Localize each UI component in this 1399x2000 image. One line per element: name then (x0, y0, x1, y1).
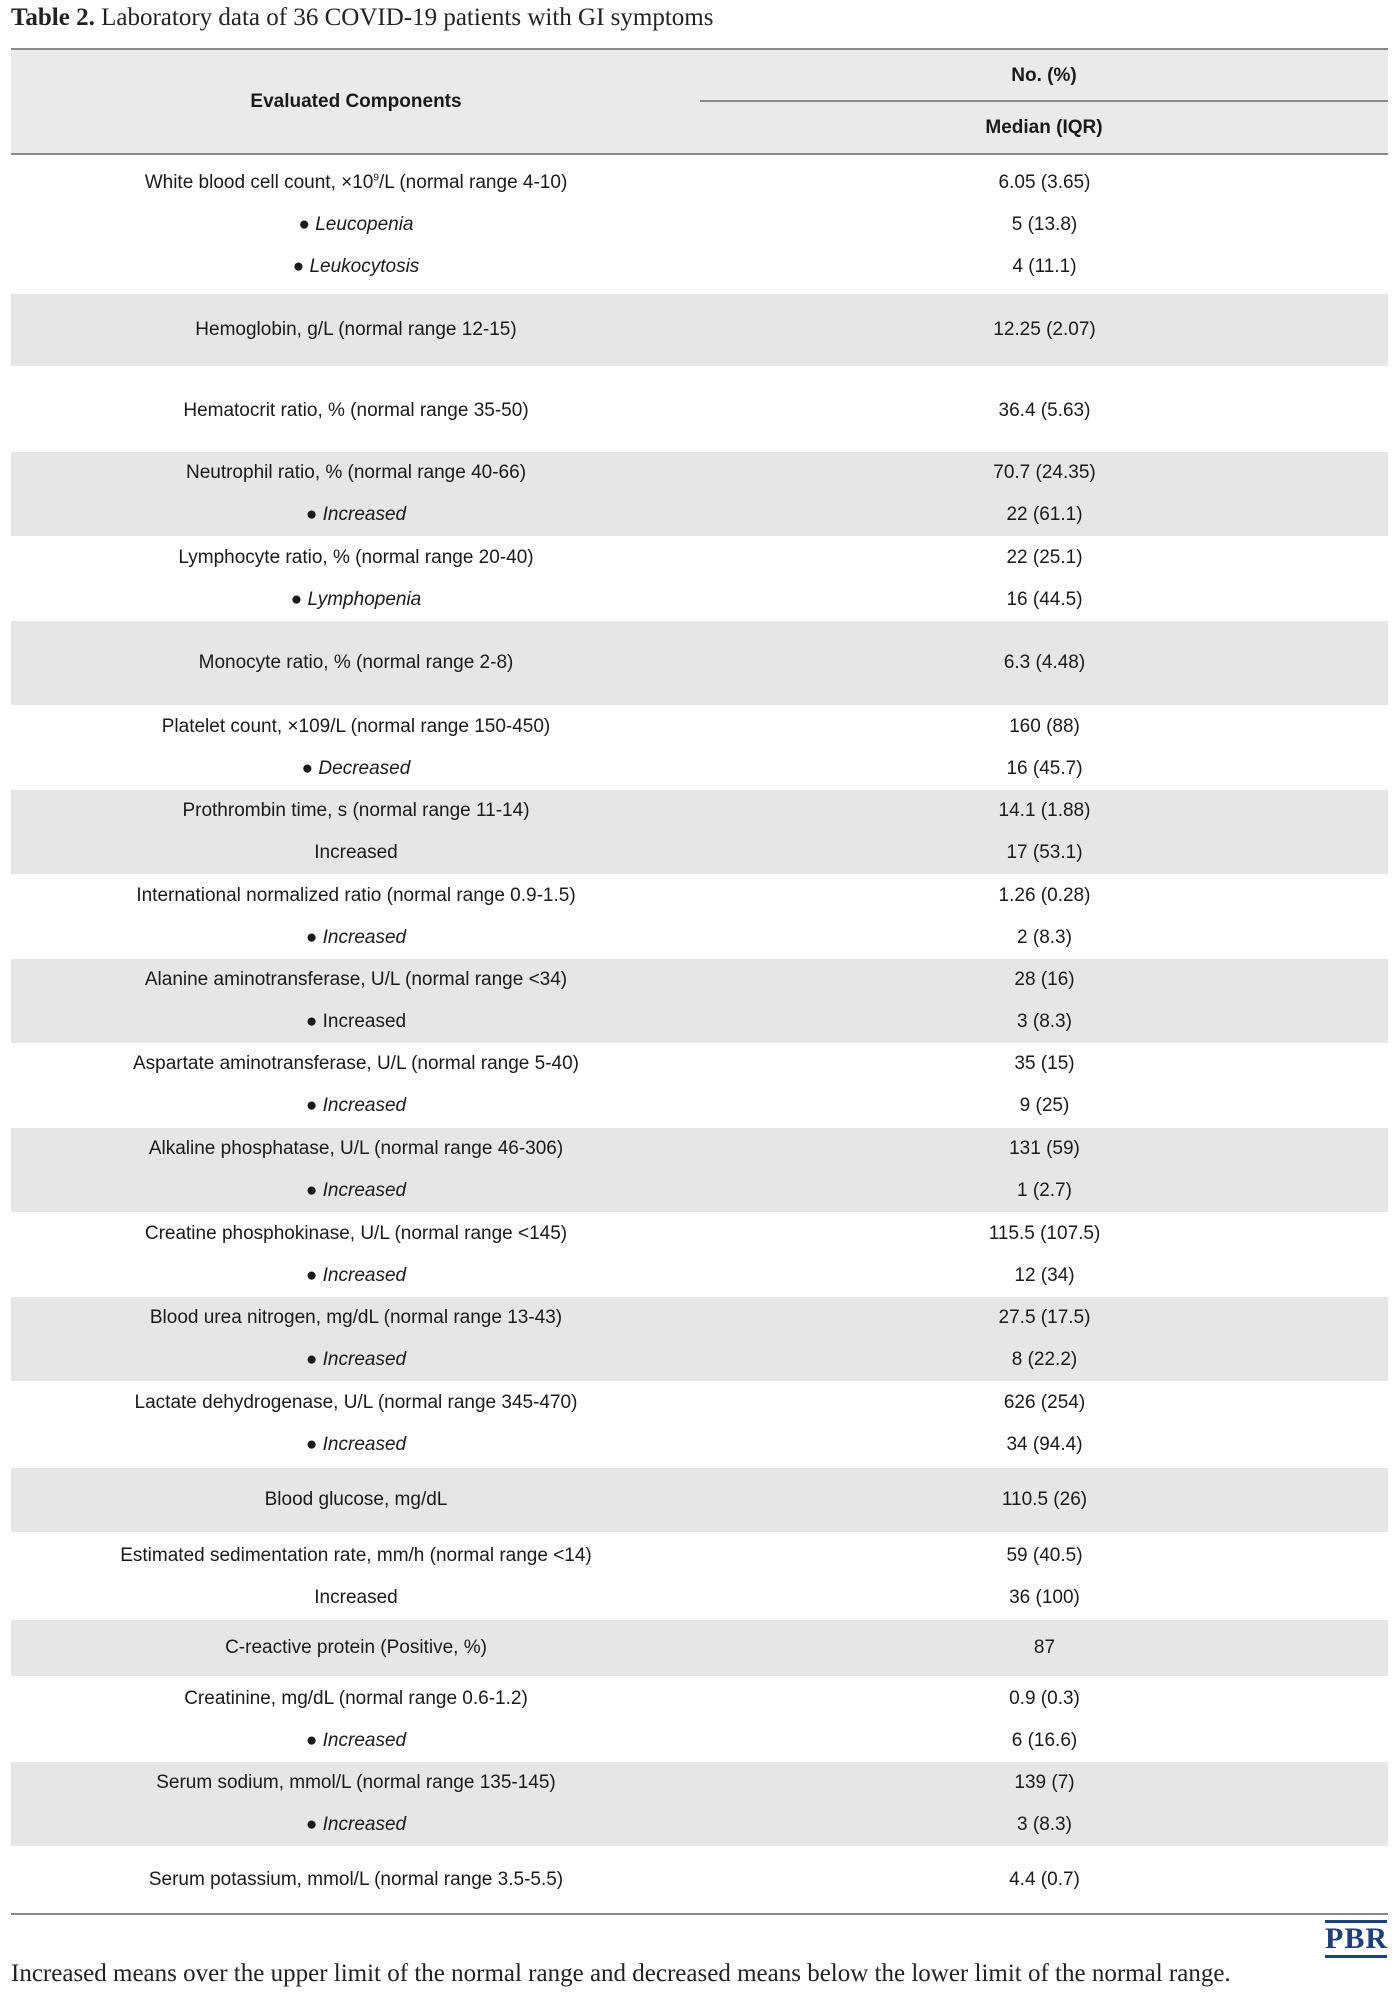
component-cell: Hemoglobin, g/L (normal range 12-15) (195, 319, 517, 340)
value-cell: 1 (2.7) (1017, 1180, 1072, 1201)
bottom-rule (11, 1913, 1388, 1915)
component-cell: Alkaline phosphatase, U/L (normal range 46-306) (148, 1138, 564, 1159)
table-row (11, 959, 1388, 1001)
component-cell: ● Increased (305, 1265, 407, 1286)
table-row (11, 1720, 1388, 1762)
component-cell: ● Lymphopenia (290, 589, 422, 610)
table-row (11, 1468, 1388, 1532)
table-row (11, 917, 1388, 959)
value-cell: 22 (61.1) (1006, 504, 1083, 525)
pbr-logo: PBR (1325, 1922, 1388, 1955)
row-group-neutrophil (11, 452, 1388, 536)
table-row (11, 1213, 1388, 1255)
table-row (11, 494, 1388, 536)
component-cell: Blood glucose, mg/dL (264, 1489, 448, 1510)
row-group-bun (11, 1297, 1388, 1381)
component-cell: Serum sodium, mmol/L (normal range 135-145) (156, 1772, 556, 1793)
table-row (11, 1804, 1388, 1846)
component-cell: C-reactive protein (Positive, %) (225, 1637, 487, 1658)
table-row (11, 1620, 1388, 1676)
table-caption (11, 4, 713, 32)
value-cell: 16 (44.5) (1006, 589, 1083, 610)
table-row (11, 790, 1388, 832)
component-cell: ● Increased (305, 1730, 407, 1751)
table-row (11, 621, 1388, 705)
row-group-platelet (11, 706, 1388, 790)
component-cell: Blood urea nitrogen, mg/dL (normal range 13-43) (149, 1307, 563, 1328)
table-row (11, 1001, 1388, 1043)
component-cell: Neutrophil ratio, % (normal range 40-66) (185, 462, 527, 483)
row-group-monocyte (11, 621, 1388, 705)
value-cell: 59 (40.5) (1006, 1545, 1083, 1566)
value-cell: 12 (34) (1014, 1265, 1075, 1286)
value-cell: 6.05 (3.65) (998, 172, 1091, 193)
row-group-glucose (11, 1468, 1388, 1532)
component-cell: ● Increased (305, 504, 407, 525)
component-cell: Creatine phosphokinase, U/L (normal range <145) (144, 1223, 568, 1244)
table-row (11, 452, 1388, 494)
value-cell: 6 (16.6) (1011, 1730, 1078, 1751)
value-cell: 139 (7) (1014, 1772, 1075, 1793)
value-cell: 2 (8.3) (1017, 927, 1072, 948)
row-group-alt (11, 959, 1388, 1043)
table-row (11, 748, 1388, 790)
component-cell: Prothrombin time, s (normal range 11-14) (182, 800, 530, 821)
table-row (11, 579, 1388, 621)
value-cell: 9 (25) (1019, 1095, 1070, 1116)
value-cell: 4 (11.1) (1012, 256, 1077, 277)
component-cell: Lymphocyte ratio, % (normal range 20-40) (178, 547, 534, 568)
table-row (11, 1762, 1388, 1804)
table-row (11, 1577, 1388, 1619)
component-cell: Lactate dehydrogenase, U/L (normal range 345-470) (134, 1392, 578, 1413)
table-row (11, 375, 1388, 447)
component-cell: Hematocrit ratio, % (normal range 35-50) (183, 400, 529, 421)
value-cell: 22 (25.1) (1006, 547, 1083, 568)
table-row (11, 1085, 1388, 1127)
table-row (11, 706, 1388, 748)
value-cell: 17 (53.1) (1006, 842, 1083, 863)
row-group-creatinine (11, 1678, 1388, 1762)
row-group-hemoglobin (11, 294, 1388, 366)
header-median-iqr: Median (IQR) (985, 117, 1103, 138)
component-cell: International normalized ratio (normal range 0.9-1.5) (136, 885, 576, 906)
value-cell: 5 (13.8) (1011, 214, 1078, 235)
table-row (11, 1848, 1388, 1912)
row-group-potassium (11, 1848, 1388, 1912)
logo-bottom-line (1325, 1955, 1387, 1958)
value-cell: 36 (100) (1009, 1587, 1080, 1608)
value-cell: 626 (254) (1003, 1392, 1086, 1413)
component-cell: ● Leucopenia (298, 214, 414, 235)
table-row (11, 294, 1388, 366)
component-cell: Estimated sedimentation rate, mm/h (normal range <14) (120, 1545, 592, 1566)
component-cell: ● Increased (305, 1180, 407, 1201)
component-cell: Alanine aminotransferase, U/L (normal range <34) (144, 969, 568, 990)
table-row (11, 1678, 1388, 1720)
value-cell: 28 (16) (1014, 969, 1075, 990)
table-footnote: Increased means over the upper limit of the normal range and decreased means below the lower limit of the normal range. (11, 1960, 1231, 1987)
table-row (11, 1339, 1388, 1381)
table-row (11, 832, 1388, 874)
value-cell: 27.5 (17.5) (998, 1307, 1091, 1328)
value-cell: 3 (8.3) (1017, 1011, 1072, 1032)
row-group-hematocrit (11, 375, 1388, 447)
table-row (11, 1382, 1388, 1424)
value-cell: 160 (88) (1009, 716, 1080, 737)
table-row (11, 1535, 1388, 1577)
component-cell: ● Increased (305, 1349, 407, 1370)
table-row (11, 1424, 1388, 1466)
component-cell: Increased (314, 842, 398, 863)
header-bottom-rule (11, 153, 1388, 155)
component-cell: Increased (314, 1587, 398, 1608)
header-evaluated-components: Evaluated Components (250, 91, 462, 112)
value-cell: 12.25 (2.07) (993, 319, 1096, 340)
row-group-prothrombin (11, 790, 1388, 874)
table-row (11, 537, 1388, 579)
value-cell: 3 (8.3) (1017, 1814, 1072, 1835)
component-cell: ● Increased (305, 1434, 407, 1455)
value-cell: 8 (22.2) (1011, 1349, 1078, 1370)
value-cell: 4.4 (0.7) (1009, 1869, 1080, 1890)
row-group-ldh (11, 1382, 1388, 1466)
table-row (11, 246, 1388, 288)
component-cell: ● Increased (305, 1095, 407, 1116)
row-group-crp (11, 1620, 1388, 1676)
table-row (11, 875, 1388, 917)
row-group-alp (11, 1128, 1388, 1212)
component-cell: Aspartate aminotransferase, U/L (normal range 5-40) (132, 1053, 579, 1074)
value-cell: 34 (94.4) (1006, 1434, 1083, 1455)
row-group-cpk (11, 1213, 1388, 1297)
row-group-inr (11, 875, 1388, 959)
component-cell: Platelet count, ×109/L (normal range 150-450) (161, 716, 551, 737)
value-cell: 35 (15) (1014, 1053, 1075, 1074)
component-cell: Serum potassium, mmol/L (normal range 3.5-5.5) (148, 1869, 564, 1890)
table-row (11, 1043, 1388, 1085)
value-cell: 87 (1033, 1637, 1056, 1658)
table-row (11, 204, 1388, 246)
component-cell: ● Decreased (301, 758, 411, 779)
component-cell: ● Increased (305, 1814, 407, 1835)
row-group-esr (11, 1535, 1388, 1619)
table-row (11, 1128, 1388, 1170)
table-row (11, 1297, 1388, 1339)
value-cell: 14.1 (1.88) (998, 800, 1091, 821)
component-cell: Monocyte ratio, % (normal range 2-8) (198, 652, 514, 673)
table-title: Laboratory data of 36 COVID-19 patients with GI symptoms (94, 4, 714, 31)
row-group-wbc (11, 162, 1388, 288)
row-group-lymphocyte (11, 537, 1388, 621)
table-label: Table 2. (11, 4, 95, 31)
value-cell: 0.9 (0.3) (1009, 1688, 1080, 1709)
component-cell: ● Increased (305, 1011, 407, 1032)
value-cell: 36.4 (5.63) (998, 400, 1091, 421)
component-cell: White blood cell count, $\times 10^9/L$ (normal range 4-10) (144, 172, 568, 193)
value-cell: 115.5 (107.5) (988, 1223, 1101, 1244)
table-row (11, 1170, 1388, 1212)
component-cell: ● Increased (305, 927, 407, 948)
header-no-pct: No. (%) (1011, 65, 1077, 86)
row-group-ast (11, 1043, 1388, 1127)
value-cell: 131 (59) (1009, 1138, 1080, 1159)
row-group-sodium (11, 1762, 1388, 1846)
value-cell: 70.7 (24.35) (993, 462, 1096, 483)
value-cell: 110.5 (26) (1001, 1489, 1088, 1510)
value-cell: 6.3 (4.48) (1003, 652, 1086, 673)
component-cell: Creatinine, mg/dL (normal range 0.6-1.2) (184, 1688, 528, 1709)
value-cell: 16 (45.7) (1006, 758, 1083, 779)
table-row (11, 162, 1388, 204)
table-row (11, 1255, 1388, 1297)
component-cell: ● Leukocytosis (292, 256, 420, 277)
value-cell: 1.26 (0.28) (998, 885, 1091, 906)
